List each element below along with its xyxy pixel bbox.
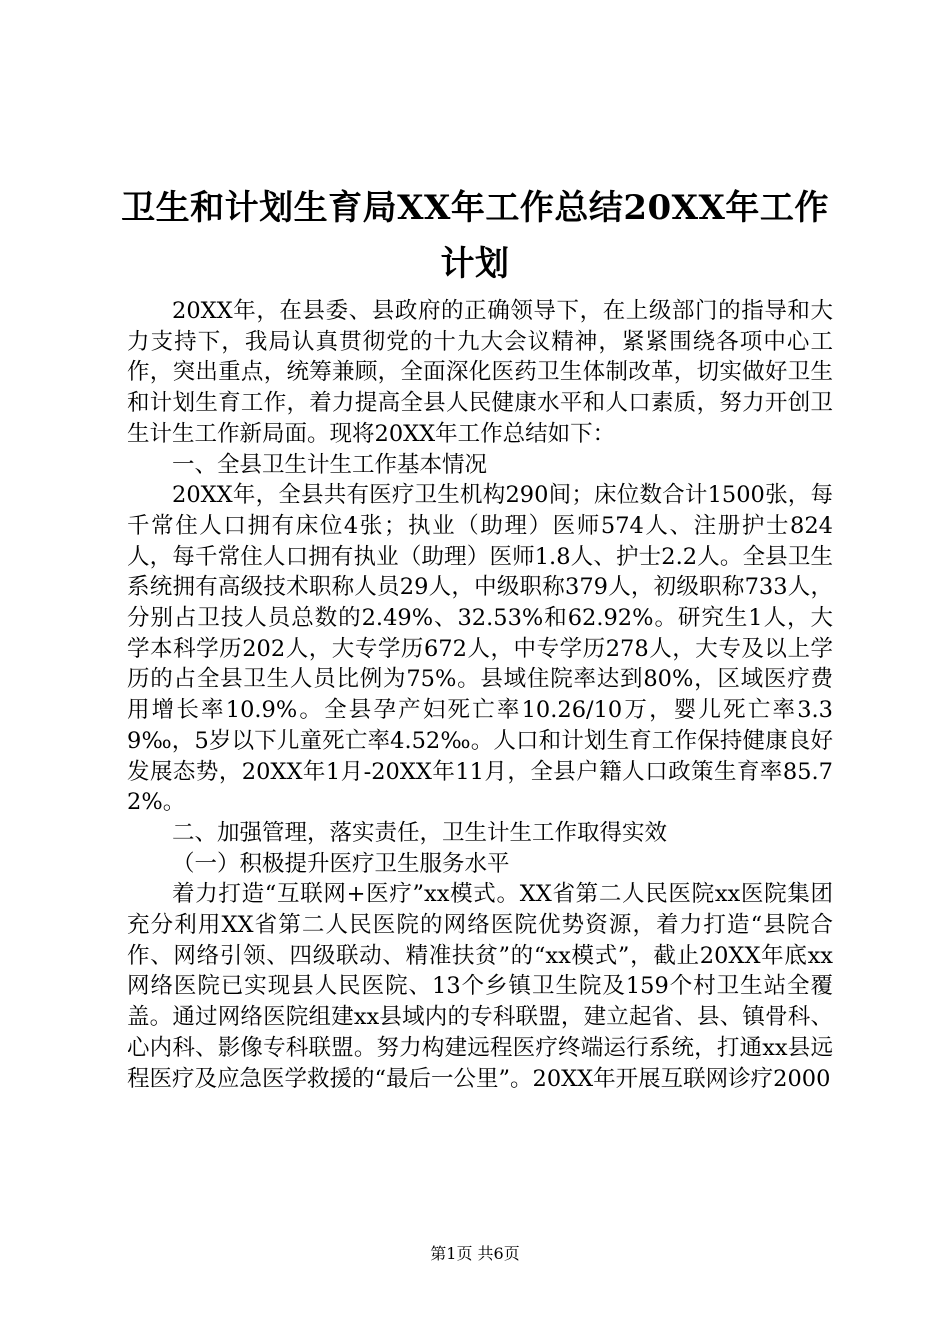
subsection-heading-1: （一）积极提升医疗卫生服务水平 [172,850,510,877]
title-line-2: 计划 [440,244,510,284]
intro-paragraph: 20XX年，在县委、县政府的正确领导下，在上级部门的指导和大力支持下，我局认真贯彻党的十九大会议精神，紧紧围绕各项中心工作，突出重点，统筹兼顾，全面深化医药卫生体制改革，切实做好卫生和计划生育工作，着力提高全县人民健康水平和人口素质，努力开创卫生计生工作新局面。现将20XX年工作总结如下： [127,298,833,447]
page-footer: 第1页 共6页 [430,1244,520,1263]
section-heading-1: 一、全县卫生计生工作基本情况 [172,451,488,478]
basic-situation-paragraph: 20XX年，全县共有医疗卫生机构290间；床位数合计1500张，每千常住人口拥有床位4张；执业（助理）医师574人、注册护士824人，每千常住人口拥有执业（助理）医师1.8人、护士2.2人。全县卫生系统拥有高级技术职称人员29人，中级职称379人，初级职称733人，分别占卫技人员总数的2.49%、32.53%和62.92%。研究生1人，大学本科学历202人，大专学历672人，中专学历278人，大专及以上学历的占全县卫生人员比例为75%。县域住院率达到80%，区域医疗费用增长率10.9%。全县孕产妇死亡率10.26/10万，婴儿死亡率3.39‰，5岁以下儿童死亡率4.52‰。人口和计划生育工作保持健康良好发展态势，20XX年1月-20XX年11月，全县户籍人口政策生育率85.72%。 [127,482,833,816]
title-line-1: 卫生和计划生育局XX年工作总结20XX年工作 [121,188,829,228]
section-heading-2: 二、加强管理，落实责任，卫生计生工作取得实效 [172,819,668,846]
internet-medical-paragraph: 着力打造“互联网+医疗”xx模式。XX省第二人民医院xx医院集团充分利用XX省第二人民医院的网络医院优势资源，着力打造“县院合作、网络引领、四级联动、精准扶贫”的“xx模式”，截止20XX年底xx网络医院已实现县人民医院、13个乡镇卫生院及159个村卫生站全覆盖。通过网络医院组建xx县域内的专科联盟，建立起省、县、镇骨科、心内科、影像专科联盟。努力构建远程医疗终端运行系统，打通xx县远程医疗及应急医学救援的“最后一公里”。20XX年开展互联网诊疗2000 [127,881,833,1092]
document-body [127,296,833,1094]
document-title [120,180,830,292]
